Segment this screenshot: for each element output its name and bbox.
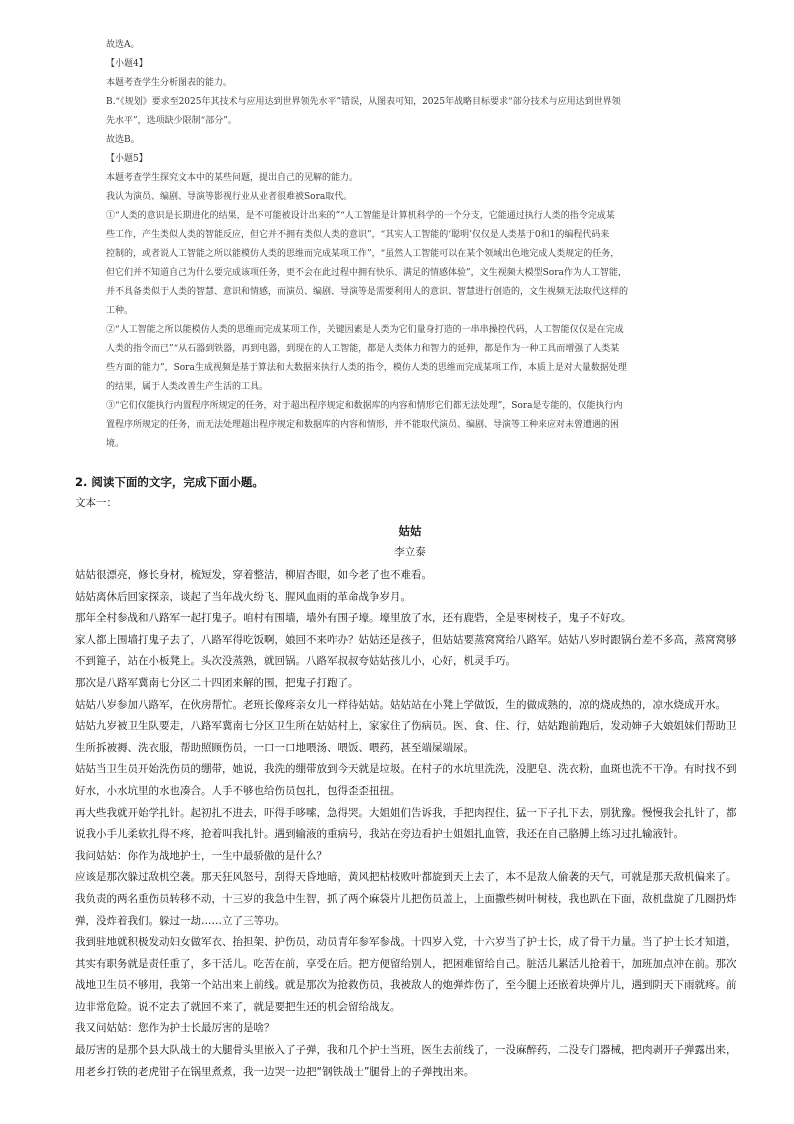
story-paragraph: 再大些我就开始学扎针。起初扎不进去，吓得手哆嗦，急得哭。大姐姐们告诉我，手把肉捏住，猛一下子扎下去，别犹豫。慢慢我会扎针了，都说我小手儿柔软扎得不疼，抢着叫我扎针。遇到输液的重病号，我站在旁边看护士姐姐扎血管，我还在自己胳膊上练习过扎输液针。 bbox=[75, 806, 737, 841]
story-paragraph: 姑姑八岁参加八路军，在伙房帮忙。老班长像疼亲女儿一样待姑姑。姑姑站在小凳上学做饭，生的做成熟的，凉的烧成热的，凉水烧成开水。 bbox=[75, 698, 726, 711]
story-paragraph: 姑姑很漂亮，修长身材，梳短发，穿着整洁，柳眉杏眼，如今老了也不难看。 bbox=[75, 569, 432, 581]
analysis-line: 但它们并不知道自己为什么要完成该项任务，更不会在此过程中拥有快乐、满足的情感体验”，文生视频大模型Sora作为人工智能， bbox=[106, 268, 627, 278]
analysis-line: ②“人工智能之所以能模仿人类的思维而完成某项工作，关键因素是人类为它们量身打造的一串串操控代码，人工智能仅仅是在完成 bbox=[106, 325, 624, 335]
story-paragraph: 最厉害的是那个县大队战士的大腿骨头里嵌入了子弹，我和几个护士当班，医生去前线了，一没麻醉药，二没专门器械，把肉剥开子弹露出来，用老乡打铁的老虎钳子在锅里煮煮，我一边哭一边把“钢铁战士”腿骨上的子弹拽出来。 bbox=[75, 1044, 737, 1078]
story-paragraph: 那年全村参战和八路军一起打鬼子。咱村有围墙，墙外有围子壕。壕里放了水，还有鹿砦，全是枣树枝子，鬼子不好攻。 bbox=[75, 612, 632, 625]
story-paragraph: 应该是那次躲过敌机空袭。那天狂风怒号，刮得天昏地暗，黄风把枯枝败叶都旋到天上去了，本不是敌人偷袭的天气，可就是那天敌机偏来了。我负责的两名重伤员转移不动，十三岁的我急中生智，抓了两个麻袋片儿把伤员盖上，上面撒些树叶树枝，我也趴在下面，敌机盘旋了几圈扔炸弹，没炸着我们。躲过一劫……立了三等功。 bbox=[75, 871, 737, 927]
analysis-line: 【小题5】 bbox=[106, 154, 148, 164]
story-paragraph: 姑姑九岁被卫生队要走，八路军冀南七分区卫生所在姑姑村上，家家住了伤病员。医、食、住、行，姑姑跑前跑后，发动婶子大娘姐妹们帮助卫生所拆被褥、洗衣服，帮助照顾伤员，一口一口地喂汤、喂饭、喂药，甚至端屎端尿。 bbox=[75, 720, 737, 754]
story-paragraph: 姑姑离休后回家探亲，谈起了当年战火纷飞、腥风血雨的革命战争岁月。 bbox=[75, 590, 411, 603]
analysis-line: 本题考查学生探究文本中的某些问题，提出自己的见解的能力。 bbox=[106, 173, 359, 183]
analysis-line: B.“《规划》要求至2025年其技术与应用达到世界领先水平”错误，从图表可知，2025年战略目标要求“部分技术与应用达到世界领 bbox=[106, 97, 621, 107]
analysis-line: 人类的指令而已”“从石器到铁器，再到电器，到现在的人工智能，都是人类体力和智力的延伸，都是作为一种工具而增强了人类某 bbox=[106, 344, 620, 354]
analysis-line: ①“人类的意识是长期进化的结果，是不可能被设计出来的”“人工智能是计算机科学的一个分支，它能通过执行人类的指令完成某 bbox=[106, 211, 615, 221]
text-label: 文本一： bbox=[75, 497, 117, 509]
story-body bbox=[75, 565, 745, 1083]
story-paragraph: 那次是八路军冀南七分区二十四团来解的围，把鬼子打跑了。 bbox=[75, 676, 359, 689]
analysis-line: 些方面的能力”，Sora生成视频是基于算法和大数据来执行人类的指令，模仿人类的思维而完成某项工作，本质上是对大量数据处理 bbox=[106, 363, 627, 373]
story-paragraph: 我到驻地就积极发动妇女做军衣、抬担架、护伤员，动员青年参军参战。十四岁入党，十六岁当了护士长，成了骨干力量。当了护士长才知道，其实有职务就是责任重了，多干活儿。吃苦在前，享受在后。把方便留给别人，把困难留给自己。脏活儿累活儿抢着干，加班加点冲在前。那次战地卫生员不够用，我第一个站出来上前线。就是那次为抢救伤员，我被敌人的炮弹炸伤了，至今腿上还嵌着块弹片儿，遇到阴天下雨就疼。前边非常危险。说不定去了就回不来了，就是要把生还的机会留给战友。 bbox=[75, 936, 737, 1013]
story-title: 姑姑 bbox=[398, 524, 422, 538]
analysis-line: 置程序所规定的任务，而无法处理超出程序规定和数据库的内容和情形，并不能取代演员、编剧、导演等工种来应对未曾遭遇的困 bbox=[106, 420, 620, 430]
analysis-line: 故选B。 bbox=[106, 135, 140, 145]
analysis-line: 先水平”，选项缺少限制“部分”。 bbox=[106, 116, 237, 126]
analysis-line: 的结果，属于人类改善生产生活的工具。 bbox=[106, 382, 269, 392]
story-paragraph: 姑姑当卫生员开始洗伤员的绷带，她说，我洗的绷带放到今天就是垃圾。在村子的水坑里洗洗，没肥皂、洗衣粉，血斑也洗不干净。有时找不到好水，小水坑里的水也凑合。人手不够也给伤员包扎，包得歪歪扭扭。 bbox=[75, 763, 737, 797]
analysis-line: 我认为演员、编剧、导演等影视行业从业者很难被Sora取代。 bbox=[106, 192, 353, 202]
analysis-line: 些工作，产生类似人类的智能反应，但它并不拥有类似人类的意识”，“其实人工智能的‘聪明’仅仅是人类基于0和1的编程代码来 bbox=[106, 230, 610, 240]
story-paragraph: 我又问姑姑：您作为护士长最厉害的是啥？ bbox=[75, 1022, 275, 1035]
analysis-line: 【小题4】 bbox=[106, 59, 148, 69]
story-paragraph: 我问姑姑：你作为战地护士，一生中最骄傲的是什么？ bbox=[75, 849, 327, 862]
analysis-line: 并不具备类似于人类的智慧、意识和情感，而演员、编剧、导演等是需要利用人的意识、智慧进行创造的，文生视频无法取代这样的 bbox=[106, 287, 629, 297]
analysis-line: ③“它们仅能执行内置程序所规定的任务，对于超出程序规定和数据库的内容和情形它们都无法处理”，Sora是专能的，仅能执行内 bbox=[106, 401, 623, 411]
analysis-line: 控制的，或者说人工智能之所以能模仿人类的思维而完成某项工作”，“虽然人工智能可以在某个领域出色地完成人类规定的任务， bbox=[106, 249, 620, 259]
reading-question-section bbox=[75, 471, 745, 1083]
analysis-line: 境。 bbox=[106, 439, 125, 449]
answer-analysis-section bbox=[106, 36, 716, 454]
question-title: 2. 阅读下面的文字，完成下面小题。 bbox=[75, 475, 264, 489]
analysis-line: 故选A。 bbox=[106, 40, 140, 50]
story-paragraph: 家人都上围墙打鬼子去了，八路军得吃饭啊，娘回不来咋办？姑姑还是孩子，但姑姑要蒸窝窝给八路军。姑姑八岁时跟锅台差不多高，蒸窝窝够不到篦子，站在小板凳上。头次没蒸熟，就回锅。八路军叔叔夸姑姑孩儿小，心好，机灵手巧。 bbox=[75, 633, 737, 668]
analysis-line: 工种。 bbox=[106, 306, 134, 316]
story-author: 李立泰 bbox=[394, 546, 426, 558]
analysis-line: 本题考查学生分析图表的能力。 bbox=[106, 78, 233, 88]
